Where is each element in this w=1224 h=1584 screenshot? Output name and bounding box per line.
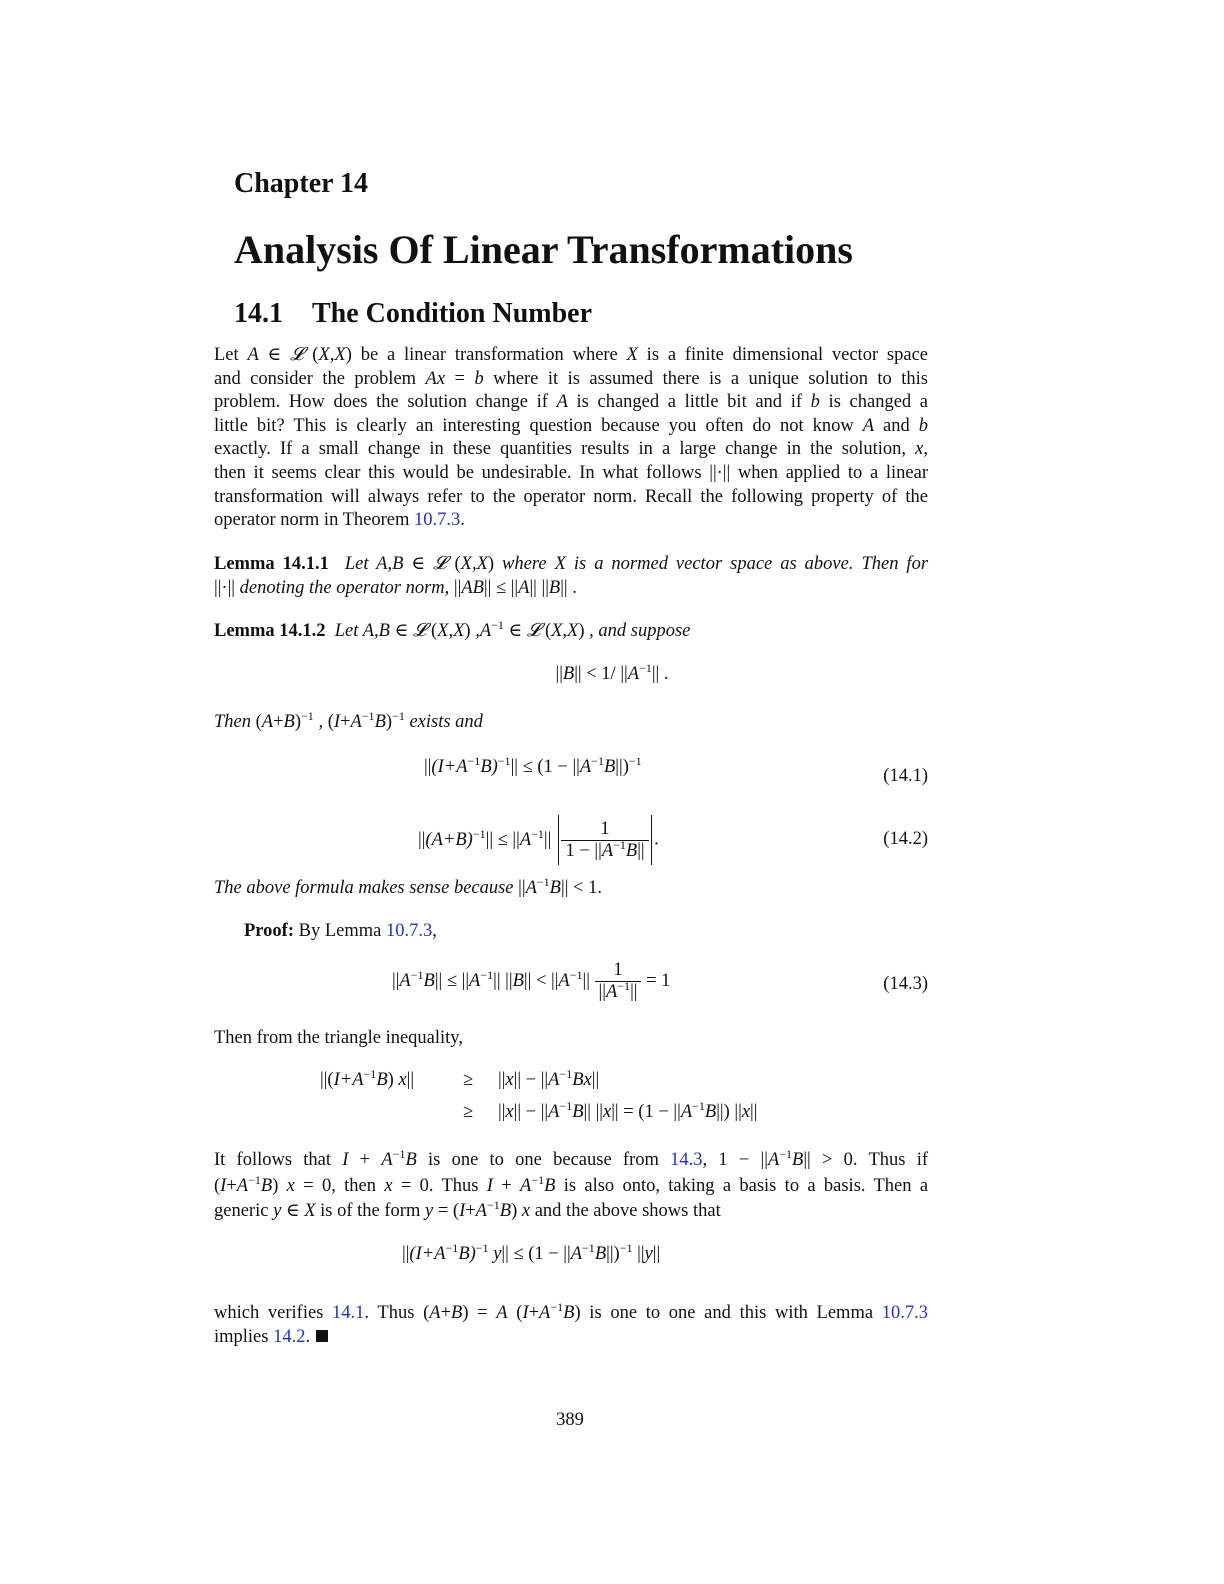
- follows-paragraph: It follows that $I + A^{-1}B$ is one to one because from 14.3, $1 - ||A^{-1}B|| > 0$. Thus if $(I+A^{-1}B) x = 0$, then x = 0. Thus $I + A^{-1}B$ is also onto, taking a basis to a basis. Then a generic y ∈ X is of the form $y = (I+A^{-1}B)$ x and the above shows that: [214, 1147, 929, 1221]
- equation-14-2: $||(A+B)^{-1}|| \le ||A^{-1}||$ $\frac{1}{1 - ||A^{-1}B||}$ .: [418, 815, 659, 865]
- verifies-paragraph: which verifies 14.1. Thus (A+B) = A $(I+A^{-1}B)$ is one to one and this with Lemma 10.7.3 implies 14.2.: [214, 1300, 928, 1347]
- equation-number-14-1: (14.1): [883, 766, 928, 786]
- equation-link-14-3[interactable]: 14.3: [670, 1150, 703, 1170]
- section-title: The Condition Number: [312, 298, 593, 329]
- section-number: 14.1: [234, 298, 283, 329]
- chapter-title: Analysis Of Linear Transformations: [234, 227, 853, 272]
- align-row-1: $||(I+A^{-1}B)$ x||: [320, 1067, 415, 1090]
- align-geq-1: ≥: [463, 1070, 474, 1090]
- intro-paragraph: Let A ∈ 𝓛 (X,X) be a linear transformation where X is a finite dimensional vector space and consider the problem Ax = b where it is assumed there is a unique solution to this problem. How does the solution change if A is changed a little bit and if b is changed a little bit? This is clearly an interesting question because you often do not know A and b exactly. If a small change in these quantities results in a large change in the solution, x, then it seems clear this would be undesirable. In what follows ||·|| when applied to a linear transformation will always refer to the operator norm. Recall the following property of the operator norm in Theorem 10.7.3.: [214, 345, 929, 531]
- fraction-14-2: $\frac{1}{1 - ||A^{-1}B||}$: [561, 819, 648, 862]
- equation-number-14-2: (14.2): [883, 829, 928, 849]
- align-geq-2: ≥: [463, 1102, 474, 1122]
- lemma-link-10-7-3[interactable]: 10.7.3: [385, 921, 433, 941]
- page-number: 389: [556, 1410, 584, 1430]
- lemma-14-1-1: Lemma 14.1.1 Let A,B ∈ 𝓛 (X,X) where X is a normed vector space as above. Then for ||·|| denoting the operator norm, ||AB|| ≤ ||A|| ||B|| .: [214, 554, 929, 598]
- lemma-then-line: Then $(A+B)^{-1}$ , $(I+A^{-1}B)^{-1}$ exists and: [214, 709, 483, 732]
- equation-link-14-2[interactable]: 14.2: [273, 1326, 306, 1347]
- lemma-link-10-7-3-b[interactable]: 10.7.3: [881, 1303, 928, 1323]
- section-heading: [234, 298, 592, 330]
- lemma-14-1-2: Lemma 14.1.2 Let A,B ∈ 𝓛 (X,X) $,A^{-1}$ ∈ 𝓛 (X,X) , and suppose: [214, 618, 691, 641]
- chapter-label: Chapter 14: [234, 168, 369, 199]
- proof-intro: Proof: By Lemma 10.7.3,: [244, 921, 437, 941]
- equation-14-1: $||(I+A^{-1}B)^{-1}|| \le (1 - ||A^{-1}B||)^{-1}$: [424, 754, 642, 777]
- equation-verify: $||(I+A^{-1}B)^{-1}$ $y|| \le (1 - ||A^{-1}B||)^{-1}$ ||y||: [402, 1241, 661, 1264]
- formula-sense-line: The above formula makes sense because $||A^{-1}B|| < 1$.: [214, 875, 602, 898]
- equation-number-14-3: (14.3): [883, 974, 928, 994]
- align-rhs-2: $||x|| - ||A^{-1}B||$ $||x|| = (1 - ||A^{-1}B||)$ ||x||: [498, 1099, 758, 1122]
- qed-square-icon: [316, 1330, 328, 1342]
- theorem-link-10-7-3[interactable]: 10.7.3: [414, 510, 461, 531]
- triangle-text: Then from the triangle inequality,: [214, 1028, 463, 1048]
- equation-14-3: $||A^{-1}B|| \le ||A^{-1}||$ $||B|| < ||A^{-1}||$ $\frac{1}{||A^{-1}||}$ = 1: [392, 960, 671, 1002]
- align-rhs-1: $||x|| - ||A^{-1}Bx||$: [498, 1067, 600, 1090]
- equation-link-14-1[interactable]: 14.1: [332, 1303, 365, 1323]
- condition-inequality: ||B|| < 1/ $||A^{-1}||$ .: [555, 661, 669, 684]
